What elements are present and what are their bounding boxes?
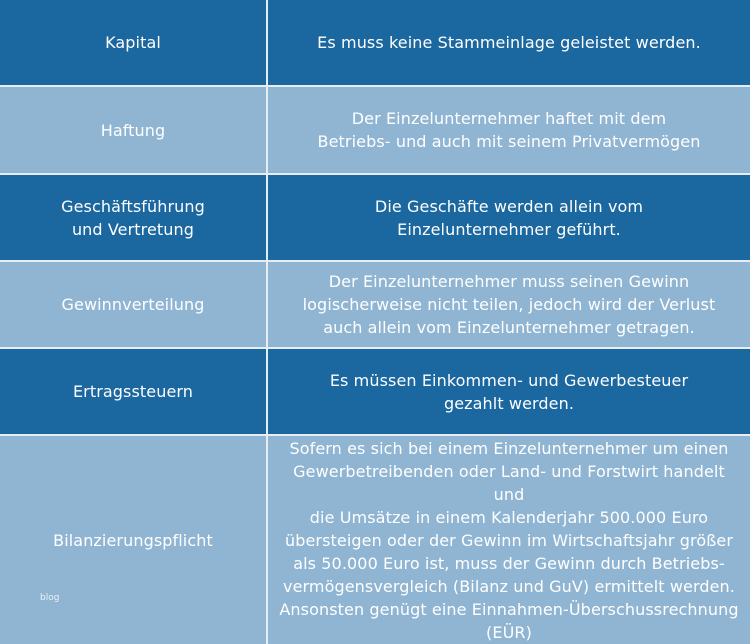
watermark-text: blog bbox=[40, 593, 60, 603]
row-value: Es müssen Einkommen- und Gewerbesteuer gezahlt werden. bbox=[268, 349, 750, 436]
row-label: Ertragssteuern bbox=[0, 349, 268, 436]
row-label: Haftung bbox=[0, 87, 268, 175]
row-value: Sofern es sich bei einem Einzelunternehmer um einen Gewerbetreibenden oder Land- und Forstwirt handelt und die Umsätze in einem Kalenderjahr 500.000 Euro übersteigen oder der Gewinn im Wirtschaftsjahr größer als 50.000 Euro ist, muss der Gewinn durch Betriebs- vermögensvergleich (Bilanz und GuV) ermittelt werden. Ansonsten genügt eine Einnahmen-Überschussrechnung (EÜR) bbox=[268, 436, 750, 644]
row-label: Gewinnverteilung bbox=[0, 262, 268, 349]
row-value: Der Einzelunternehmer muss seinen Gewinn logischerweise nicht teilen, jedoch wird der Verlust auch allein vom Einzelunternehmer getragen. bbox=[268, 262, 750, 349]
row-label: Geschäftsführung und Vertretung bbox=[0, 175, 268, 262]
row-value: Die Geschäfte werden allein vom Einzelunternehmer geführt. bbox=[268, 175, 750, 262]
row-value: Es muss keine Stammeinlage geleistet werden. bbox=[268, 0, 750, 87]
row-label: Bilanzierungspflicht bbox=[0, 436, 268, 644]
row-value: Der Einzelunternehmer haftet mit dem Betriebs- und auch mit seinem Privatvermögen bbox=[268, 87, 750, 175]
row-label: Kapital bbox=[0, 0, 268, 87]
